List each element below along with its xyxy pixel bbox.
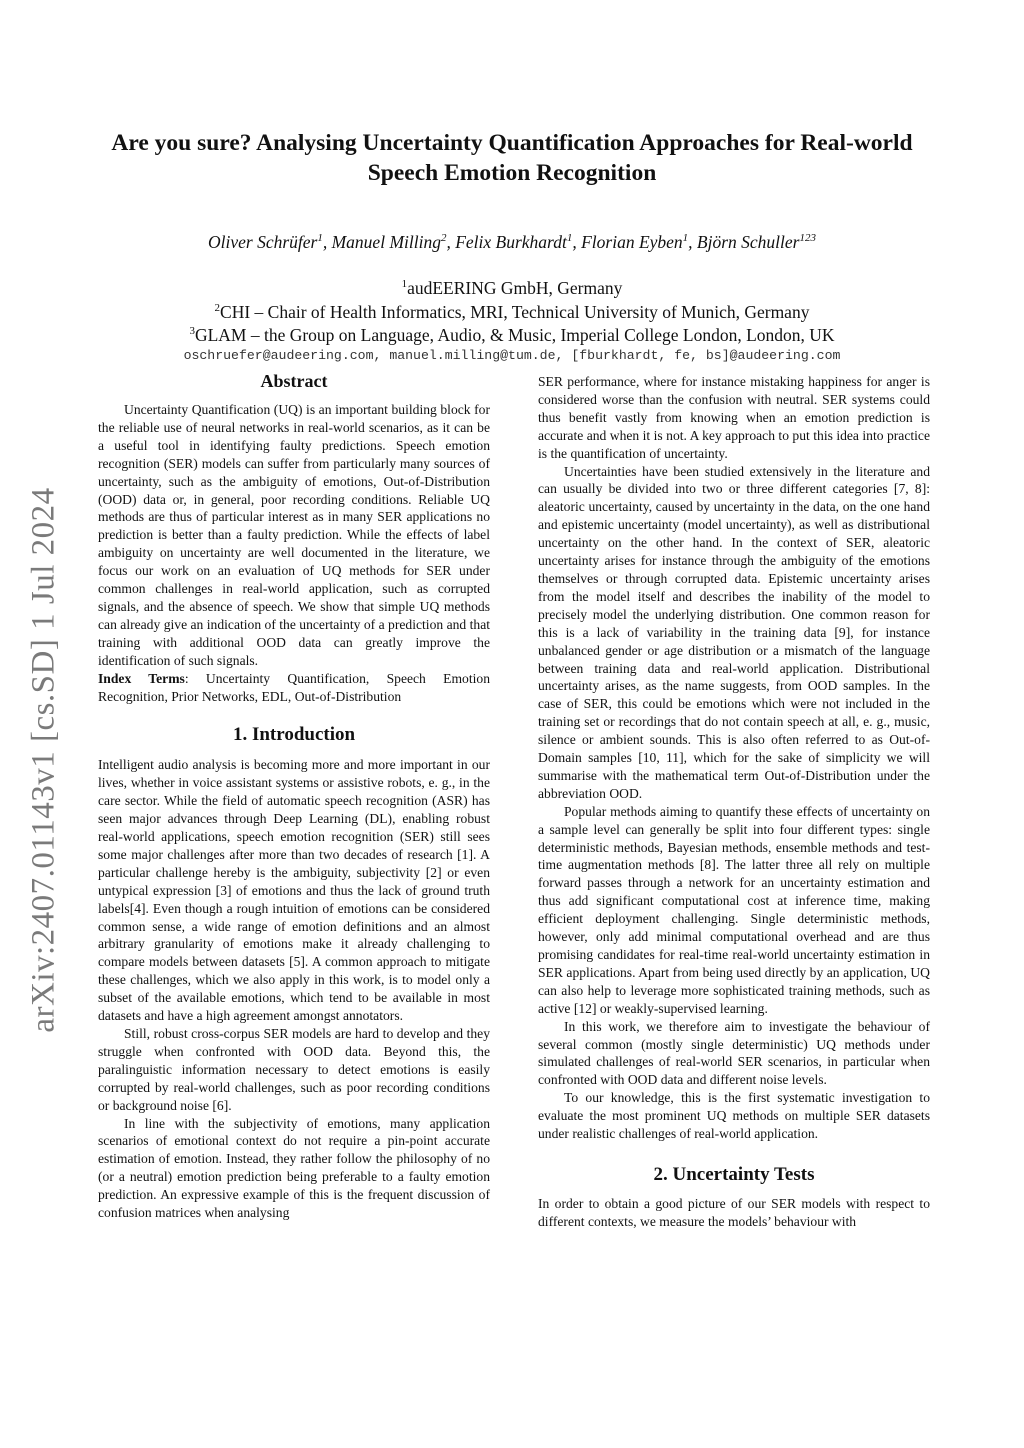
author-separator: , — [446, 232, 456, 252]
author-emails: oschruefer@audeering.com, manuel.milling@tum.de, [fburkhardt, fe, bs]@audeering.com — [183, 348, 841, 363]
intro-paragraph: In this work, we therefore aim to investigate the behaviour of several common (mostly single deterministic) UQ methods under simulated challenges of real-world SER scenarios, in particular when confronted with OOD data and different noise levels. — [538, 1018, 930, 1088]
author-name: Florian Eyben — [581, 232, 683, 252]
abstract-text: Uncertainty Quantification (UQ) is an important building block for the reliable use of neural networks in real-world scenarios, as it can be a useful tool in identifying faulty predictions. Speech emotion recognition (SER) models can suffer from particularly many sources of uncertainty, such as the ambiguity of emotions, Out-of-Distribution (OOD) data or, in general, poor recording conditions. Reliable UQ methods are thus of particular interest as in many SER applications no prediction is better than a faulty prediction. While the effects of label ambiguity on uncertainty are well documented in the literature, we focus our work on an evaluation of UQ methods for SER under common challenges in real-world application, such as corrupted signals, and the absence of speech. We show that simple UQ methods can already give an indication of the uncertainty of a prediction and that training with additional OOD data can greatly improve the identification of such signals. — [98, 402, 490, 668]
affiliation-text: audEERING GmbH, Germany — [407, 277, 623, 298]
affiliation-3 — [60, 320, 964, 347]
left-column — [98, 369, 490, 1222]
arxiv-identifier: arXiv:2407.01143v1 [cs.SD] 1 Jul 2024 — [25, 487, 62, 1033]
uncertainty-tests-text: In order to obtain a good picture of our SER models with respect to different contexts, we measure the models’ behaviour with — [538, 1195, 930, 1229]
affiliation-mark: 2 — [214, 302, 221, 314]
author-affiliation-mark: 1 — [682, 232, 689, 245]
intro-paragraph: Intelligent audio analysis is becoming more and more important in our lives, whether in voice assistant systems or assistive robots, e. g., in the care sector. While the field of automatic speech recognition (ASR) has seen major advances through Deep Learning (DL), enabling robust real-world applications, speech emotion recognition (SER) still sees some major challenges after more than two decades of research [1]. A particular challenge hereby is the ambiguity, subjectivity [2] or even untypical expression [3] of emotions and thus the lack of ground truth labels[4]. Even though a rough intuition of emotions can be considered common sense, a wide range of emotion definitions and an almost arbitrary granularity of emotions make it already challenging to compare models between datasets [5]. A common approach to mitigate these challenges, which we also apply in this work, is to model only a subset of the available emotions, which tend to be available in most datasets and have a high agreement amongst annotators. — [98, 757, 490, 1024]
index-terms — [98, 670, 490, 706]
affiliation-mark: 3 — [189, 325, 195, 337]
intro-paragraph: In line with the subjectivity of emotions, many application scenarios of emotional context do not require a pin-point accurate estimation of emotion. Instead, they rather follow the philosophy of no (or a neutral) emotion prediction being preferable to a faulty emotion prediction. An expressive example of this is the frequent discussion of confusion matrices when analysing — [98, 1115, 490, 1221]
author-separator: , — [572, 232, 582, 252]
paper-title — [60, 128, 964, 188]
affiliation-mark: 1 — [401, 278, 408, 290]
author-separator: , — [322, 232, 332, 252]
author-list — [60, 232, 964, 253]
arxiv-sidebar-stamp — [14, 470, 74, 1050]
index-terms-text: : Uncertainty Quantification, Speech Emotion Recognition, Prior Networks, EDL, Out-of-Distribution — [98, 670, 490, 704]
uncertainty-tests-heading: 2. Uncertainty Tests — [653, 1163, 815, 1185]
author-name: Felix Burkhardt — [455, 232, 567, 252]
intro-paragraph: Still, robust cross-corpus SER models are hard to develop and they struggle when confronted with OOD data. Beyond this, the paralinguistic information necessary to detect emotions is easily corrupted by real-world challenges, such as poor recording conditions or background noise [6]. — [98, 1026, 490, 1113]
intro-paragraph: SER performance, where for instance mistaking happiness for anger is considered worse than the confusion with neutral. SER systems could thus benefit vastly from knowing when an emotion prediction is accurate and when it is not. A key approach to put this idea into practice is the quantification of uncertainty. — [538, 374, 930, 461]
intro-paragraph: To our knowledge, this is the first systematic investigation to evaluate the most prominent UQ methods on multiple SER datasets under realistic challenges of real-world application. — [538, 1090, 930, 1142]
author-name: Oliver Schrüfer — [208, 232, 318, 252]
index-terms-label: Index Terms — [98, 670, 185, 686]
intro-paragraph: Uncertainties have been studied extensively in the literature and can usually be divided into two or three different categories [7, 8]: aleatoric uncertainty, caused by uncertainty in the data, on the one hand and epistemic uncertainty (model uncertainty), as well as distributional uncertainty on the other hand. In the context of SER, aleatoric uncertainty arises for instance through the ambiguity of the emotions themselves or through corrupted data. Epistemic uncertainty arises from the model itself and describes the inability of the model to precisely model the underlying distribution. One common reason for this is a lack of variability in the training data [9], for instance unbalanced gender or age distribution or a mismatch of the language between training data and real-world application. Distributional uncertainty arises, as the name suggests, from OOD samples. In the case of SER, this could be emotions which were not included in the training set or recordings that do not contain speech at all, e. g., music, silence or ambient sounds. This is also often referred to as Out-of-Domain samples [10, 11], which for the sake of simplicity we will summarise with the mathematical term Out-of-Distribution under the abbreviation OOD. — [538, 463, 930, 801]
affiliation-text: CHI – Chair of Health Informatics, MRI, Technical University of Munich, Germany — [220, 301, 810, 322]
author-name: Manuel Milling — [331, 232, 441, 252]
intro-paragraph: Popular methods aiming to quantify these effects of uncertainty on a sample level can generally be split into four different types: single deterministic methods, Bayesian methods, ensemble methods and test-time augmentation methods [8]. The latter three all rely on multiple forward passes through a network for an uncertainty estimation and thus add significant computational cost at inference time, making efficient deployment challenging. Single deterministic methods, however, only add minimal computational overhead and are thus promising candidates for real-time real-world uncertainty estimation in SER applications. Apart from being used directly by an application, UQ can also help to leverage more sophisticated training methods, such as active [12] or weakly-supervised learning. — [538, 803, 930, 1016]
author-affiliation-mark: 1 — [317, 232, 323, 245]
affiliation-text: GLAM – the Group on Language, Audio, & Music, Imperial College London, London, UK — [194, 324, 835, 345]
affiliation-1 — [60, 273, 964, 300]
author-name: Björn Schuller — [696, 232, 800, 252]
right-column — [538, 373, 930, 1231]
author-affiliation-mark: 2 — [440, 232, 447, 245]
author-affiliation-mark: 1 — [566, 232, 573, 245]
title-line-2: Speech Emotion Recognition — [367, 160, 657, 186]
introduction-heading: 1. Introduction — [232, 724, 356, 746]
abstract-heading: Abstract — [260, 371, 328, 391]
author-separator: , — [688, 232, 697, 252]
author-affiliation-mark: 123 — [799, 232, 816, 245]
title-line-1: Are you sure? Analysing Uncertainty Quantification Approaches for Real-world — [111, 130, 913, 156]
